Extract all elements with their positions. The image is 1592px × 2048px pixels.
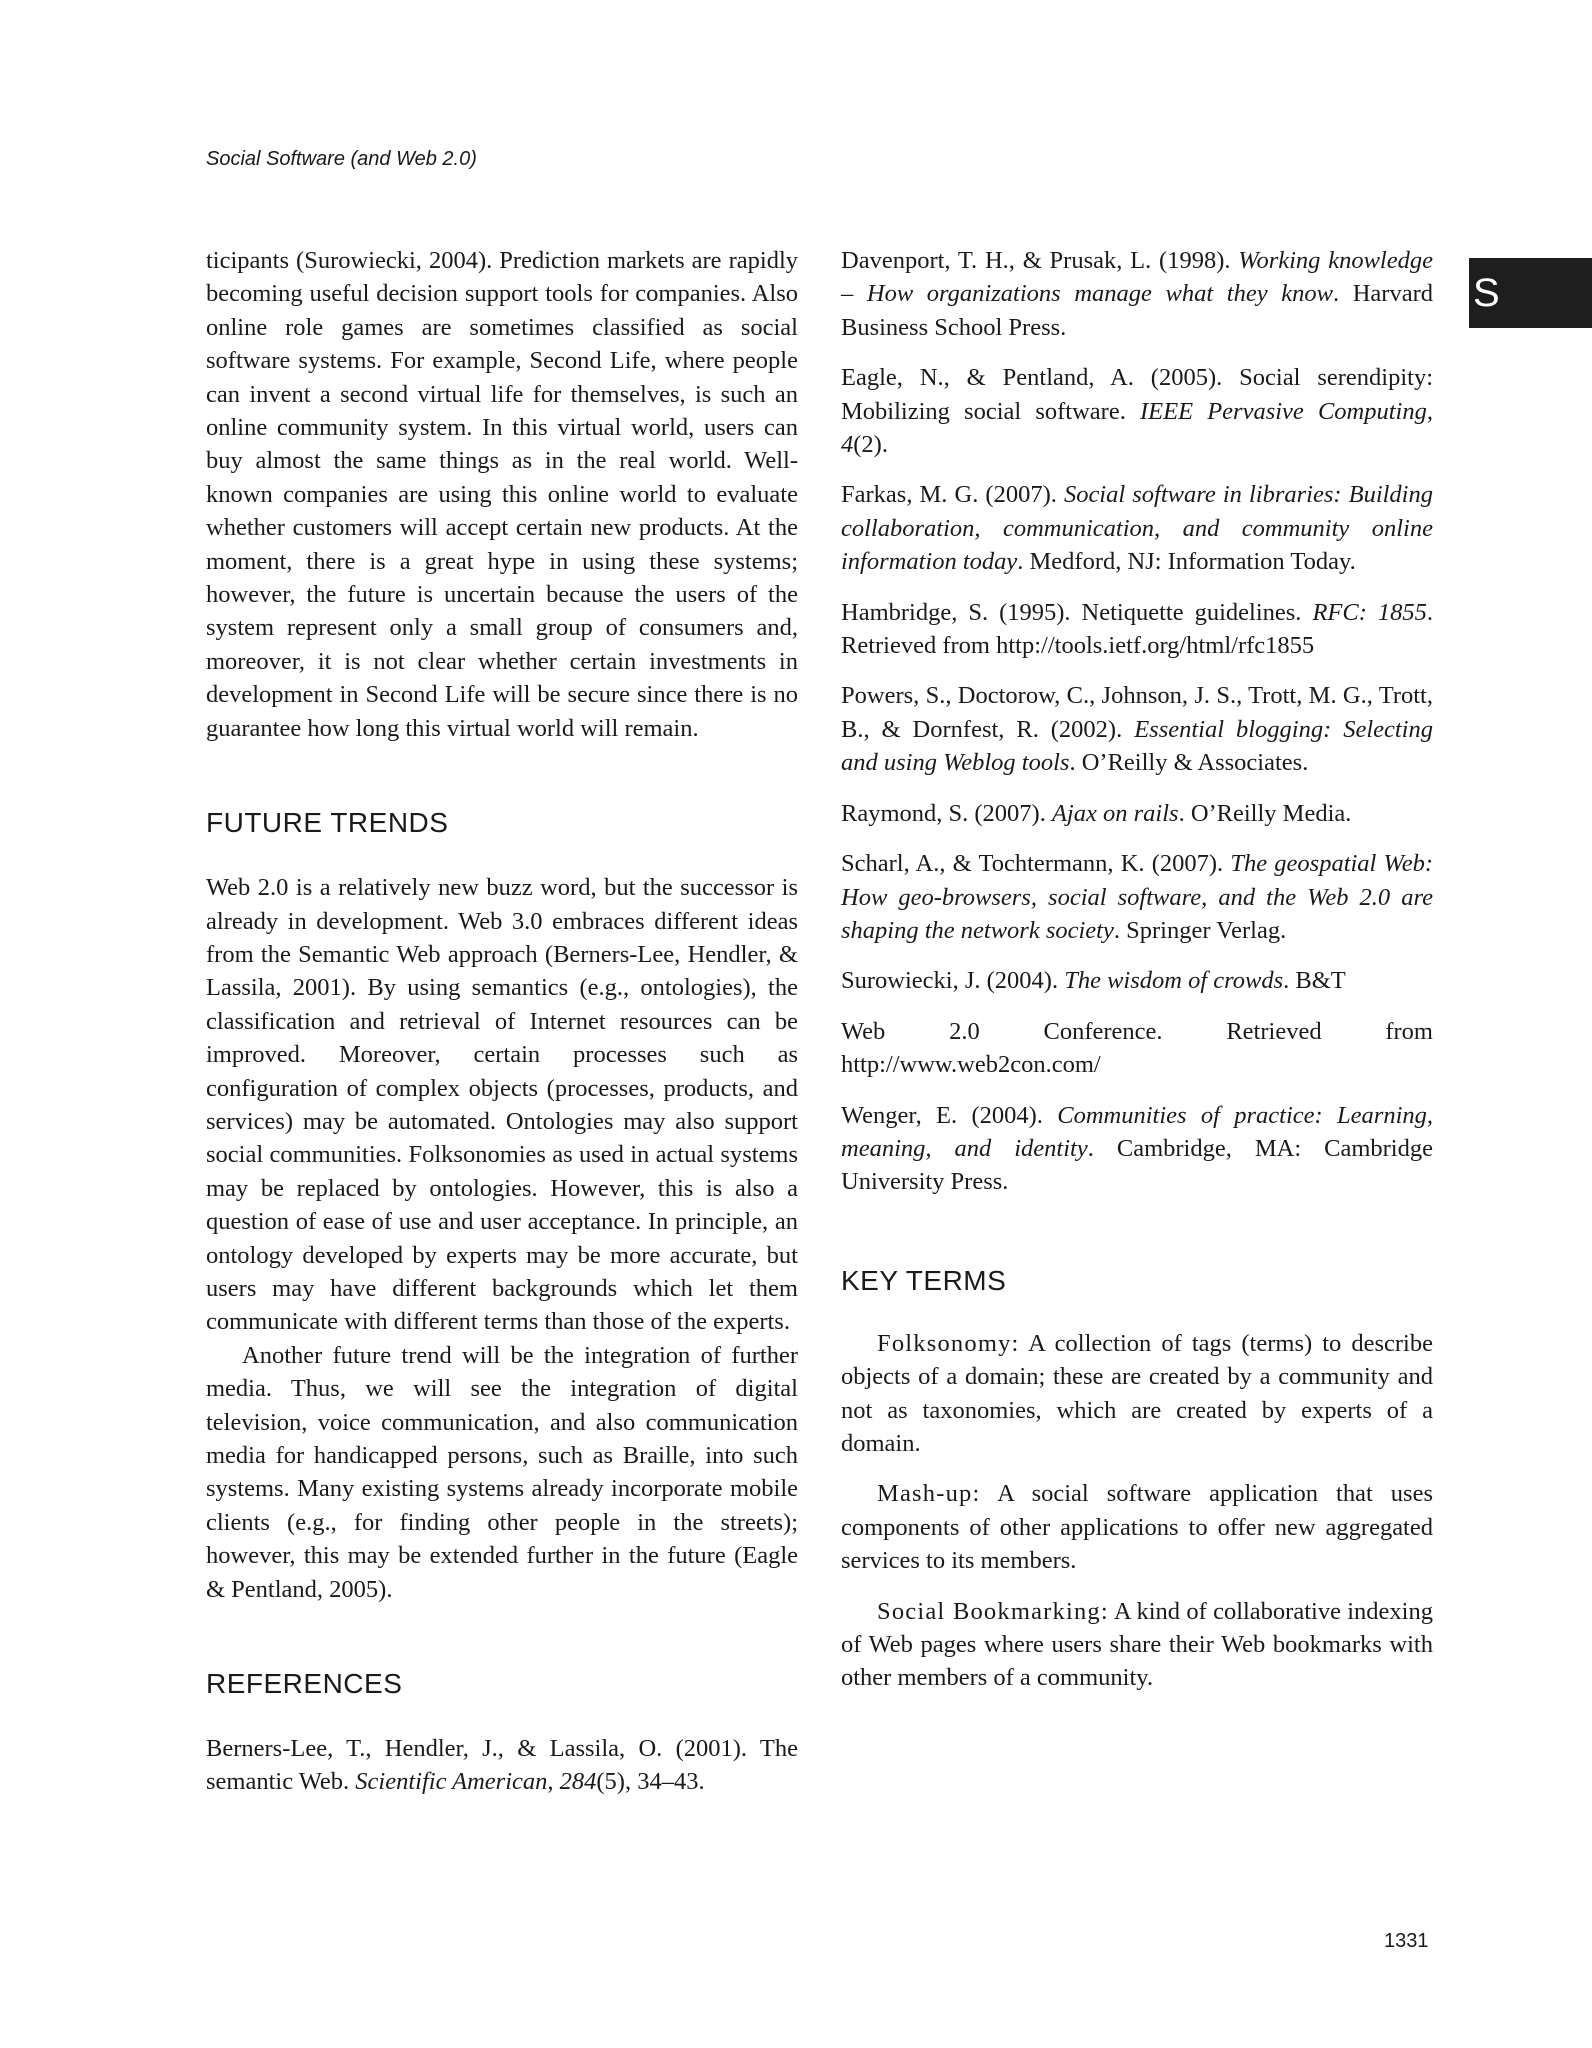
key-terms-heading: KEY TERMS (841, 1264, 1007, 1296)
future-trends-paragraph-1: Web 2.0 is a relatively new buzz word, but the successor is already in development. Web 3.0 embraces different ideas from the Semantic Web approach (Berners-Lee, Hendler, & Lassila, 2001). By using semantics (e.g., ontologies), the classification and retrieval of Internet resources can be improved. Moreover, certain processes such as configuration of complex objects (processes, products, and services) may be automated. Ontologies may also support social communities. Folksonomies as used in actual systems may be replaced by ontologies. However, this is also a question of ease of use and user acceptance. In principle, an ontology developed by experts may be more accurate, but users may have different backgrounds which let them communicate with different terms than those of the experts. (206, 874, 798, 1336)
page-number: 1331 (1384, 1930, 1429, 1952)
reference-list (841, 244, 1433, 1199)
key-term-item: Mash-up: A social software application that uses components of other applications to offer new aggregated services to its members. (841, 1480, 1433, 1575)
reference-item: Eagle, N., & Pentland, A. (2005). Social serendipity: Mobilizing social software. IEEE Pervasive Computing, 4(2). (841, 364, 1433, 459)
reference-item: Powers, S., Doctorow, C., Johnson, J. S., Trott, M. G., Trott, B., & Dornfest, R. (2002). Essential blogging: Selecting and using Weblog tools. O’Reilly & Associates. (841, 682, 1433, 777)
right-column (841, 244, 1433, 1712)
reference-item: Wenger, E. (2004). Communities of practice: Learning, meaning, and identity. Cambridge, MA: Cambridge University Press. (841, 1101, 1434, 1196)
key-term-item: Social Bookmarking: A kind of collaborative indexing of Web pages where users share their Web bookmarks with other members of a community. (841, 1597, 1433, 1692)
running-title: Social Software (and Web 2.0) (206, 148, 477, 170)
intro-paragraph: ticipants (Surowiecki, 2004). Prediction markets are rapidly becoming useful decision support tools for companies. Also online role games are sometimes classified as social software systems. For example, Second Life, where people can invent a second virtual life for themselves, is such an online community system. In this virtual world, users can buy almost the same things as in the real world. Well-known companies are using this online world to evaluate whether customers will accept certain new products. At the moment, there is a great hype in using these systems; however, the future is uncertain because the users of the system represent only a small group of consumers and, moreover, it is not clear whether certain investments in development in Second Life will be secure since there is no guarantee how long this virtual world will remain. (206, 247, 798, 742)
left-column (206, 244, 798, 1816)
reference-item: Web 2.0 Conference. Retrieved from http://www.web2con.com/ (841, 1017, 1433, 1079)
reference-item: Berners-Lee, T., Hendler, J., & Lassila, O. (2001). The semantic Web. Scientific American, 284(5), 34–43. (206, 1735, 798, 1796)
future-trends-paragraph-2: Another future trend will be the integration of further media. Thus, we will see the integration of digital television, voice communication, and also communication media for handicapped persons, such as Braille, into such systems. Many existing systems already incorporate mobile clients (e.g., for finding other people in the streets); however, this may be extended further in the future (Eagle & Pentland, 2005). (206, 1341, 798, 1603)
reference-item: Hambridge, S. (1995). Netiquette guidelines. RFC: 1855. Retrieved from http://tools.ietf.org/html/rfc1855 (841, 598, 1433, 660)
references-heading: REFERENCES (206, 1668, 403, 1700)
reference-item: Raymond, S. (2007). Ajax on rails. O’Reilly Media. (841, 799, 1352, 827)
key-term-item: Folksonomy: A collection of tags (terms) to describe objects of a domain; these are created by a community and not as taxonomies, which are created by experts of a domain. (841, 1329, 1433, 1457)
future-trends-heading: FUTURE TRENDS (206, 807, 449, 839)
section-tab: S (1469, 258, 1592, 328)
reference-item: Surowiecki, J. (2004). The wisdom of crowds. B&T (841, 967, 1346, 995)
reference-item: Farkas, M. G. (2007). Social software in libraries: Building collaboration, communication, and community online information today. Medford, NJ: Information Today. (841, 481, 1433, 576)
reference-item: Scharl, A., & Tochtermann, K. (2007). The geospatial Web: How geo-browsers, social software, and the Web 2.0 are shaping the network society. Springer Verlag. (841, 850, 1433, 944)
reference-item: Davenport, T. H., & Prusak, L. (1998). Working knowledge – How organizations manage what they know. Harvard Business School Press. (841, 247, 1433, 341)
